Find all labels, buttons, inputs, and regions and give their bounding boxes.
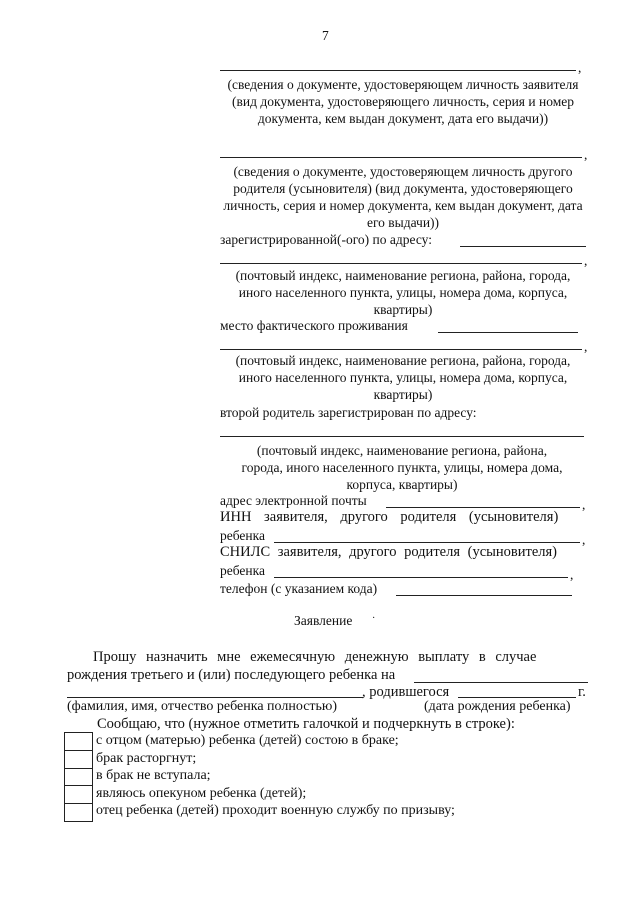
checkbox-divorced[interactable] — [65, 751, 91, 767]
address-hint-3: (почтовый индекс, наименование региона, района, города, иного населенного пункта, улицы, номера дома, корпуса, квартиры) — [241, 443, 563, 492]
phone-line[interactable] — [396, 595, 572, 596]
checkbox-not-married[interactable] — [65, 768, 91, 784]
applicant-doc-hint: (сведения о документе, удостоверяющем личность заявителя (вид документа, удостоверяющего личность, серия и номер документа, кем выдан документ, дата его выдачи)) — [227, 77, 579, 126]
email-line[interactable] — [386, 507, 580, 508]
other-parent-doc-line[interactable] — [220, 157, 582, 158]
comma: , — [570, 567, 574, 582]
mark: · — [372, 613, 376, 624]
born-label: , родившегося — [362, 684, 450, 700]
actual-residence-line[interactable] — [438, 332, 578, 333]
dob-line[interactable] — [458, 697, 576, 698]
comma: , — [584, 339, 588, 354]
phone-label: телефон (с указанием кода) — [220, 581, 378, 596]
child-name-line-2[interactable] — [67, 697, 363, 698]
snils-label: СНИЛС заявителя, другого родителя (усыновителя) — [220, 544, 557, 560]
child-name-line[interactable] — [414, 682, 588, 683]
checkbox-guardian[interactable] — [65, 786, 91, 802]
snils-child-line[interactable] — [274, 577, 568, 578]
registered-address-line-2[interactable] — [220, 263, 582, 264]
option-guardian: являюсь опекуном ребенка (детей); — [96, 786, 307, 801]
actual-residence-label: место фактического проживания — [220, 318, 408, 333]
statement-title: Заявление — [294, 613, 353, 628]
option-not-married: в брак не вступала; — [96, 768, 211, 783]
option-married: с отцом (матерью) ребенка (детей) состою в браке; — [96, 733, 399, 748]
inn-label: ИНН заявителя, другого родителя (усыновителя) — [220, 509, 559, 525]
inn-child-line[interactable] — [274, 542, 580, 543]
email-label: адрес электронной почты — [220, 493, 367, 508]
year-label: г. — [578, 684, 586, 700]
registered-label: зарегистрированной(-ого) по адресу: — [220, 232, 432, 247]
page-number: 7 — [322, 28, 329, 43]
applicant-doc-line[interactable] — [220, 70, 576, 71]
dob-hint: (дата рождения ребенка) — [424, 699, 571, 714]
request-text-2: рождения третьего и (или) последующего ребенка на — [67, 667, 396, 683]
comma: , — [582, 532, 586, 547]
address-hint-2: (почтовый индекс, наименование региона, района, города, иного населенного пункта, улицы, номера дома, корпуса, квартиры) — [235, 353, 571, 402]
inn-child-label: ребенка — [220, 528, 265, 543]
address-hint: (почтовый индекс, наименование региона, района, города, иного населенного пункта, улицы, номера дома, корпуса, квартиры) — [235, 268, 571, 317]
actual-residence-line-2[interactable] — [220, 349, 582, 350]
comma: , — [582, 497, 586, 512]
checkbox-married[interactable] — [65, 733, 91, 749]
second-parent-address-line[interactable] — [220, 436, 584, 437]
comma: , — [578, 60, 582, 75]
fio-hint: (фамилия, имя, отчество ребенка полностью) — [67, 699, 338, 714]
comma: , — [584, 147, 588, 162]
snils-child-label: ребенка — [220, 563, 265, 578]
registered-address-line[interactable] — [460, 246, 586, 247]
request-text-1: Прошу назначить мне ежемесячную денежную выплату в случае — [93, 649, 537, 665]
option-divorced: брак расторгнут; — [96, 751, 197, 766]
inform-text: Сообщаю, что (нужное отметить галочкой и подчеркнуть в строке): — [97, 716, 515, 732]
checkbox-military[interactable] — [65, 803, 91, 819]
comma: , — [584, 253, 588, 268]
option-military: отец ребенка (детей) проходит военную службу по призыву; — [96, 803, 455, 818]
second-parent-label: второй родитель зарегистрирован по адресу: — [220, 405, 477, 420]
other-parent-doc-hint: (сведения о документе, удостоверяющем личность другого родителя (усыновителя) (вид документа, удостоверяющего личность, серия и номер документа, кем выдан документ, дата его выдачи)) — [223, 164, 583, 230]
